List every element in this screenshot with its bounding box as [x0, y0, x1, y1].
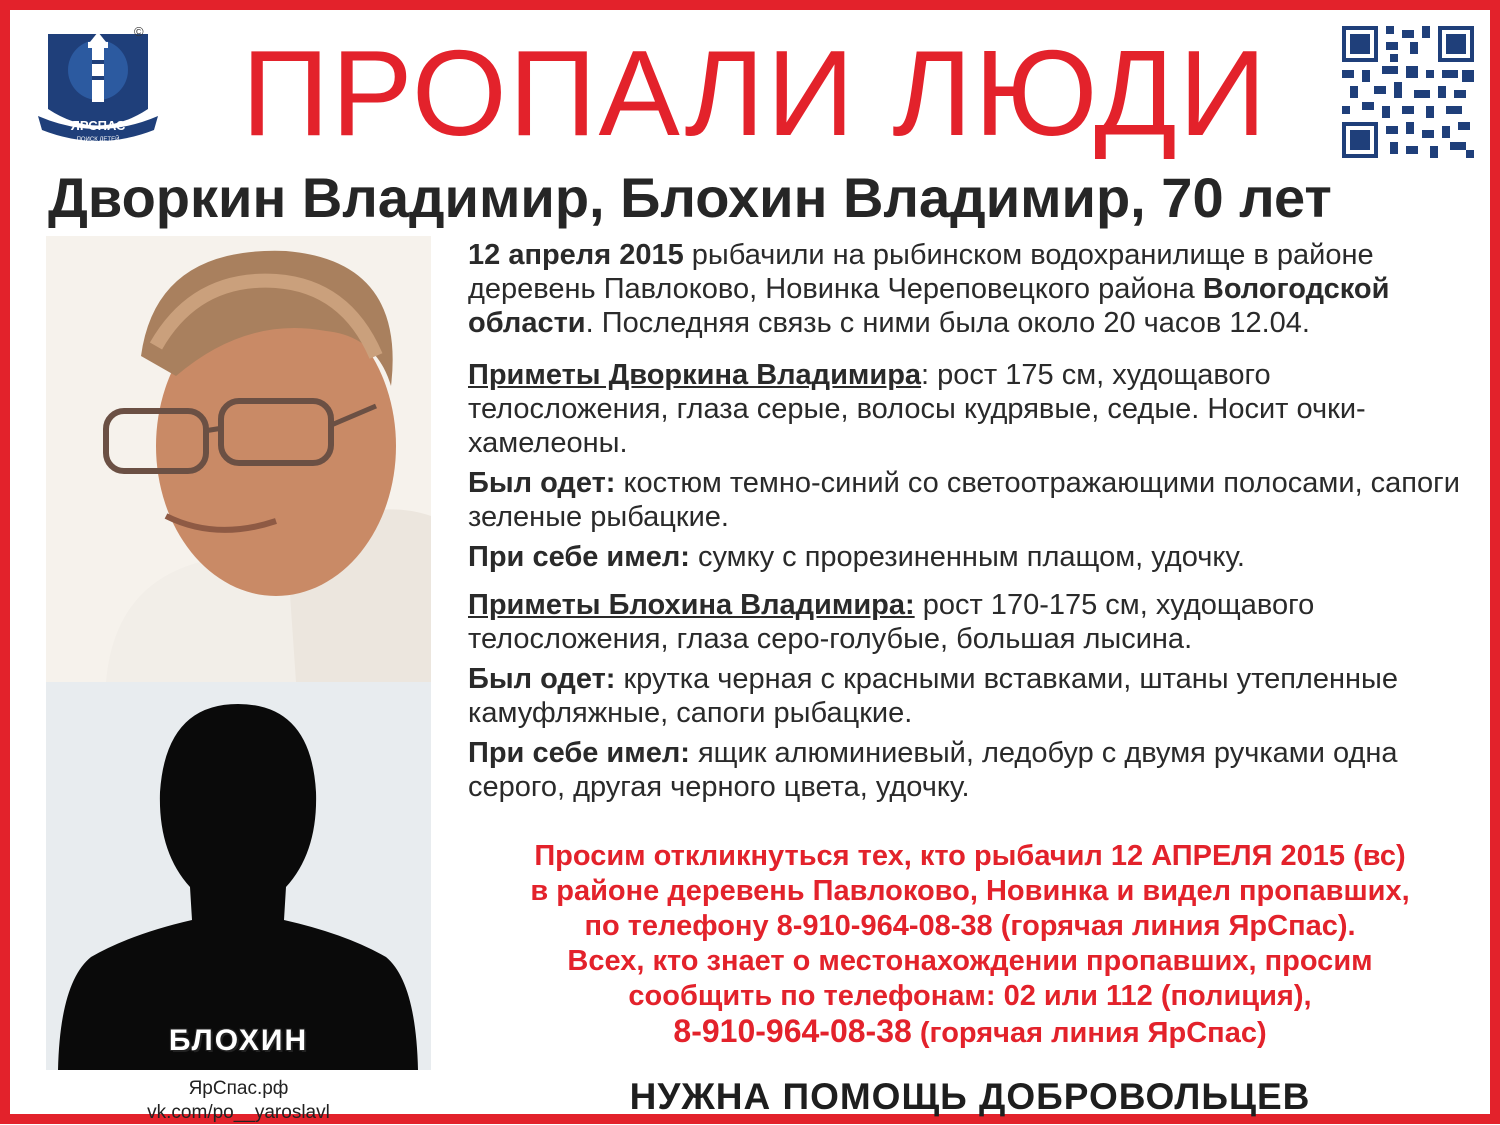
blokhin-dressed — [468, 662, 1478, 730]
site-link[interactable]: ЯрСпас.рф — [188, 1078, 289, 1099]
blokhin-had-label: При себе имел: — [468, 737, 690, 769]
main-text — [468, 238, 1478, 804]
photo-dvorkin — [46, 236, 431, 682]
vk-link[interactable]: vk.com/po__yaroslavl — [147, 1102, 330, 1123]
logo-name: ЯРСПАС — [70, 118, 126, 133]
copyright-mark: © — [134, 24, 144, 39]
dvorkin-had-text: сумку с прорезиненным плащом, удочку. — [689, 541, 1245, 573]
dvorkin-description — [468, 358, 1478, 460]
blokhin-had-text: ящик алюминиевый, ледобур с двумя ручками одна серого, другая черного цвета, удочку. — [468, 737, 1398, 803]
qr-code[interactable] — [1342, 26, 1474, 158]
appeal-block — [460, 839, 1480, 1051]
blokhin-dressed-label: Был одет: — [468, 663, 616, 695]
headline: ПРОПАЛИ ЛЮДИ — [241, 25, 1269, 161]
dvorkin-dressed — [468, 466, 1478, 534]
intro-text2: . Последняя связь с ними была около 20 часов 12.04. — [585, 307, 1310, 339]
blokhin-heading: Приметы Блохина Владимира: — [468, 589, 915, 621]
intro-region: Вологодской области — [468, 273, 1390, 339]
appeal-line-5: сообщить по телефонам: 02 или 112 (полиция), — [628, 980, 1312, 1012]
blokhin-dressed-text: крутка черная с красными вставками, штаны утепленные камуфляжные, сапоги рыбацкие. — [468, 663, 1398, 729]
credits — [46, 1077, 431, 1125]
missing-persons-names: Дворкин Владимир, Блохин Владимир, 70 лет — [48, 166, 1332, 229]
logo-tagline: ПОИСК ДЕТЕЙ — [76, 137, 120, 143]
hotline-phone[interactable]: 8-910-964-08-38 — [673, 1013, 912, 1049]
appeal-line-6 — [460, 1014, 1480, 1051]
dvorkin-had-label: При себе имел: — [468, 541, 690, 573]
appeal-line-1: Просим откликнуться тех, кто рыбачил 12 АПРЕЛЯ 2015 (вс) — [534, 840, 1406, 872]
yarspas-logo — [38, 24, 158, 149]
blokhin-desc: рост 170-175 см, худощавого телосложения, глаза серо-голубые, большая лысина. — [468, 589, 1315, 655]
intro-date: 12 апреля 2015 — [468, 239, 684, 271]
dvorkin-dressed-label: Был одет: — [468, 467, 616, 499]
dvorkin-dressed-text: костюм темно-синий со светоотражающими полосами, сапоги зеленые рыбацкие. — [468, 467, 1460, 533]
appeal-line-2: в районе деревень Павлоково, Новинка и видел пропавших, — [530, 875, 1410, 907]
appeal-line-4: Всех, кто знает о местонахождении пропавших, просим — [567, 945, 1373, 977]
photo-label-blokhin: БЛОХИН — [168, 1024, 309, 1057]
dvorkin-had — [468, 540, 1478, 574]
hotline-label: (горячая линия ЯрСпас) — [911, 1017, 1267, 1049]
dvorkin-desc: : рост 175 см, худощавого телосложения, глаза серые, волосы кудрявые, седые. Носит очки-хамелеоны. — [468, 359, 1366, 459]
dvorkin-heading: Приметы Дворкина Владимира — [468, 359, 922, 391]
blokhin-had — [468, 736, 1478, 804]
intro-paragraph — [468, 238, 1478, 340]
volunteers-needed: НУЖНА ПОМОЩЬ ДОБРОВОЛЬЦЕВ — [629, 1076, 1311, 1117]
photo-blokhin-silhouette — [46, 682, 431, 1070]
intro-text1: рыбачили на рыбинском водохранилище в районе деревень Павлоково, Новинка Череповецкого района — [468, 239, 1374, 305]
appeal-line-3: по телефону 8-910-964-08-38 (горячая линия ЯрСпас). — [584, 910, 1356, 942]
blokhin-description — [468, 588, 1478, 656]
